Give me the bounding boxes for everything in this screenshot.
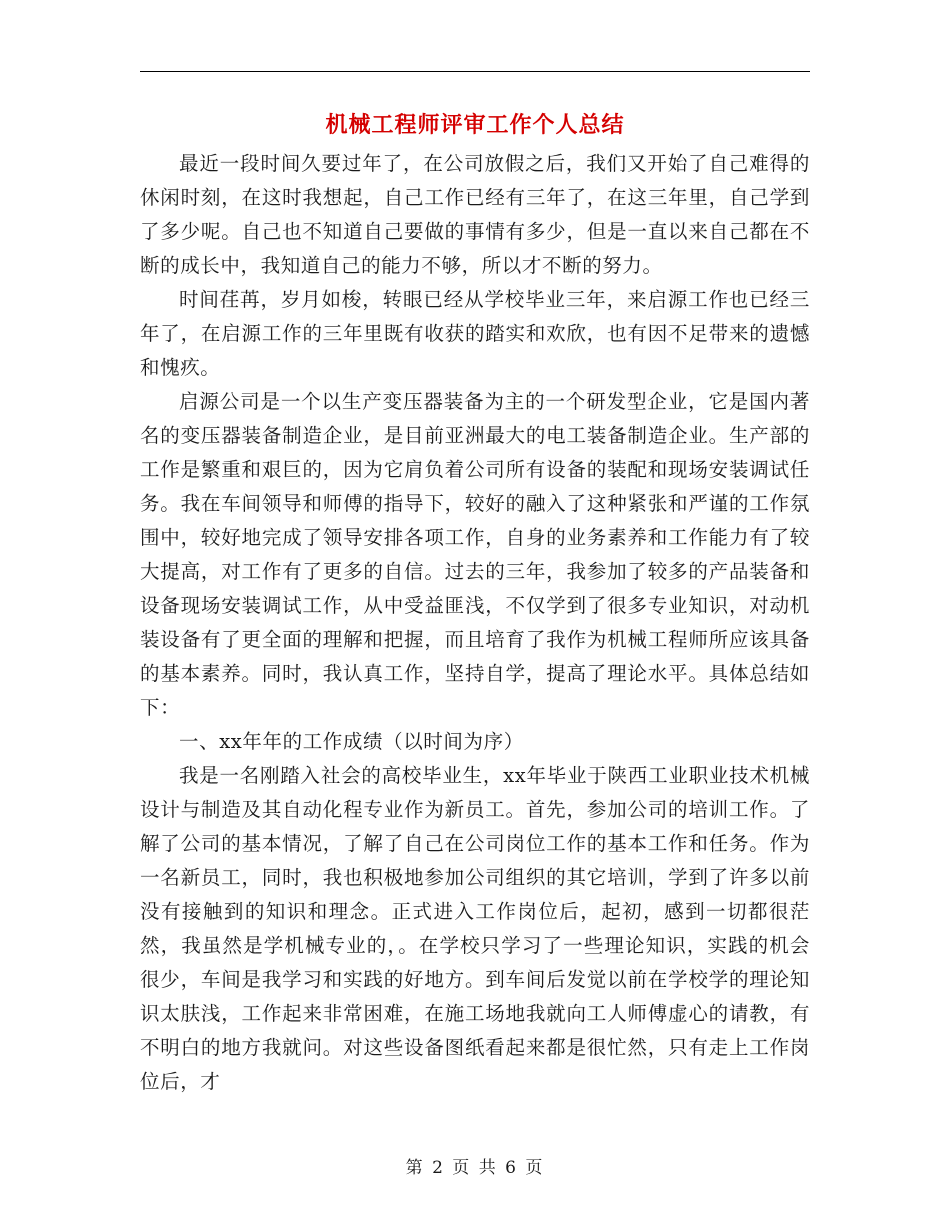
- header-rule: [140, 71, 810, 72]
- document-title: 机械工程师评审工作个人总结: [325, 112, 625, 138]
- section-heading: 一、xx年年的工作成绩（以时间为序）: [179, 730, 524, 753]
- paragraph: 我是一名刚踏入社会的高校毕业生，xx年毕业于陕西工业职业技术机械设计与制造及其自动化程专业作为新员工。首先，参加公司的培训工作。了解了公司的基本情况，了解了自己在公司岗位工作的基本工作和任务。作为一名新员工，同时，我也积极地参加公司组织的其它培训，学到了许多以前没有接触到的知识和理念。正式进入工作岗位后，起初，感到一切都很茫然，我虽然是学机械专业的，。在学校只学习了一些理论知识，实践的机会很少，车间是我学习和实践的好地方。到车间后发觉以前在学校学的理论知识太肤浅，工作起来非常困难，在施工场地我就向工人师傅虚心的请教，有不明白的地方我就问。对这些设备图纸看起来都是很忙然，只有走上工作岗位后，才: [140, 764, 810, 1093]
- paragraph: 时间荏苒，岁月如梭，转眼已经从学校毕业三年，来启源工作也已经三年了，在启源工作的三年里既有收获的踏实和欢欣，也有因不足带来的遗憾和愧疚。: [140, 288, 810, 379]
- document-body: [140, 147, 810, 1099]
- paragraph: 最近一段时间久要过年了，在公司放假之后，我们又开始了自己难得的休闲时刻，在这时我想起，自己工作已经有三年了，在这三年里，自己学到了多少呢。自己也不知道自己要做的事情有多少，但是一直以来自己都在不断的成长中，我知道自己的能力不够，所以才不断的努力。: [140, 152, 810, 277]
- paragraph: 启源公司是一个以生产变压器装备为主的一个研发型企业，它是国内著名的变压器装备制造企业，是目前亚洲最大的电工装备制造企业。生产部的工作是繁重和艰巨的，因为它肩负着公司所有设备的装配和现场安装调试任务。我在车间领导和师傅的指导下，较好的融入了这种紧张和严谨的工作氛围中，较好地完成了领导安排各项工作，自身的业务素养和工作能力有了较大提高，对工作有了更多的自信。过去的三年，我参加了较多的产品装备和设备现场安装调试工作，从中受益匪浅，不仅学到了很多专业知识，对动机装设备有了更全面的理解和把握，而且培育了我作为机械工程师所应该具备的基本素养。同时，我认真工作，坚持自学，提高了理论水平。具体总结如下：: [140, 390, 810, 719]
- page-number: 第 2 页 共 6 页: [405, 1158, 545, 1178]
